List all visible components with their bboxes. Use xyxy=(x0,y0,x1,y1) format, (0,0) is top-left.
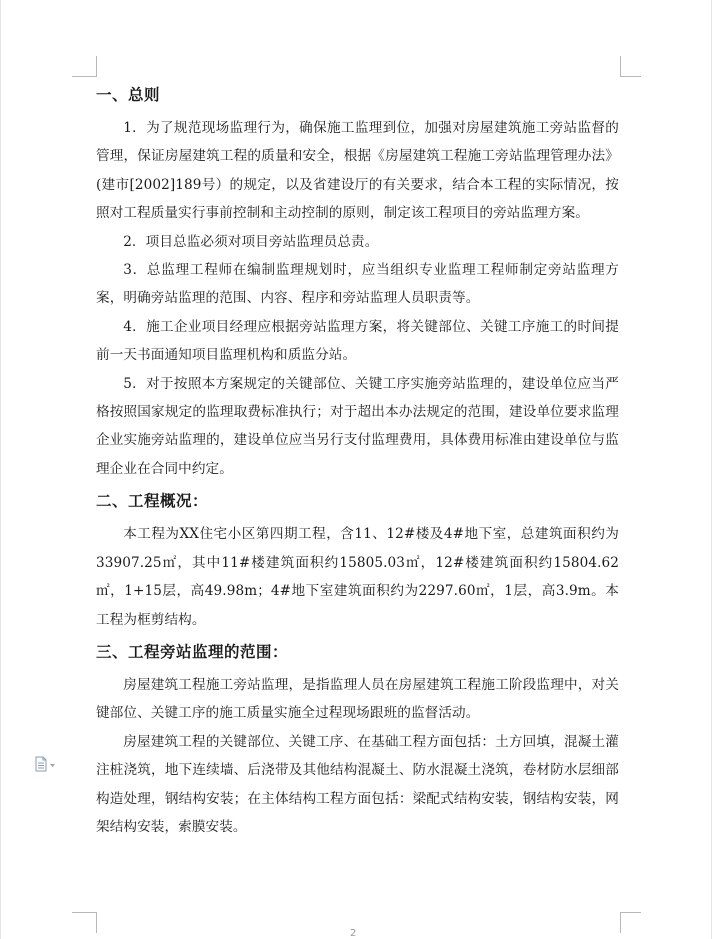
crop-mark-bottom-left xyxy=(72,912,97,933)
document-body xyxy=(96,82,619,841)
section-heading-general: 一、总则 xyxy=(96,86,161,104)
page-number: 2 xyxy=(350,928,357,939)
paragraph: 房屋建筑工程施工旁站监理，是指监理人员在房屋建筑工程施工阶段监理中，对关键部位、关键工序的施工质量实施全过程现场跟班的监督活动。 xyxy=(96,676,619,722)
page-left-edge xyxy=(0,0,1,939)
paragraph: 本工程为XX住宅小区第四期工程，含11、12#楼及4#地下室，总建筑面积约为33907.25㎡，其中11#楼建筑面积约15805.03㎡，12#楼建筑面积约15804.62㎡，1+15层，高49.98m；4#地下室建筑面积约为2297.60㎡，1层，高3.9m。本工程为框剪结构。 xyxy=(96,526,619,628)
paragraph: 5．对于按照本方案规定的关键部位、关键工序实施旁站监理的，建设单位应当严格按照国家规定的监理取费标准执行；对于超出本办法规定的范围，建设单位要求监理企业实施旁站监理的，建设单位应当另行支付监理费用，具体费用标准由建设单位与监理企业在合同中约定。 xyxy=(96,375,619,477)
section-heading-scope: 三、工程旁站监理的范围： xyxy=(96,642,289,661)
paragraph: 2．项目总监必须对项目旁站监理员总责。 xyxy=(123,233,379,250)
crop-mark-top-left xyxy=(72,56,97,77)
paragraph: 房屋建筑工程的关键部位、关键工序、在基础工程方面包括：土方回填，混凝土灌注桩浇筑，地下连续墙、后浇带及其他结构混凝土、防水混凝土浇筑，卷材防水层细部构造处理，钢结构安装；在主体结构工程方面包括：梁配式结构安装，钢结构安装，网架结构安装，索膜安装。 xyxy=(96,733,619,835)
paragraph: 1．为了规范现场监理行为，确保施工监理到位，加强对房屋建筑施工旁站监督的管理，保证房屋建筑工程的质量和安全，根据《房屋建筑工程施工旁站监理管理办法》(建市[2002]189号）的规定，以及省建设厅的有关要求，结合本工程的实际情况，按照对工程质量实行事前控制和主动控制的原则，制定该工程项目的旁站监理方案。 xyxy=(96,120,619,222)
crop-mark-bottom-right xyxy=(620,912,641,933)
paragraph: 4．施工企业项目经理应根据旁站监理方案，将关键部位、关键工序施工的时间提前一天书面通知项目监理机构和质监分站。 xyxy=(96,318,619,364)
paragraph: 3．总监理工程师在编制监理规划时，应当组织专业监理工程师制定旁站监理方案，明确旁站监理的范围、内容、程序和旁站监理人员职责等。 xyxy=(96,262,619,307)
section-heading-overview: 二、工程概况： xyxy=(96,492,209,511)
document-icon[interactable] xyxy=(34,756,58,772)
crop-mark-top-right xyxy=(620,56,641,77)
